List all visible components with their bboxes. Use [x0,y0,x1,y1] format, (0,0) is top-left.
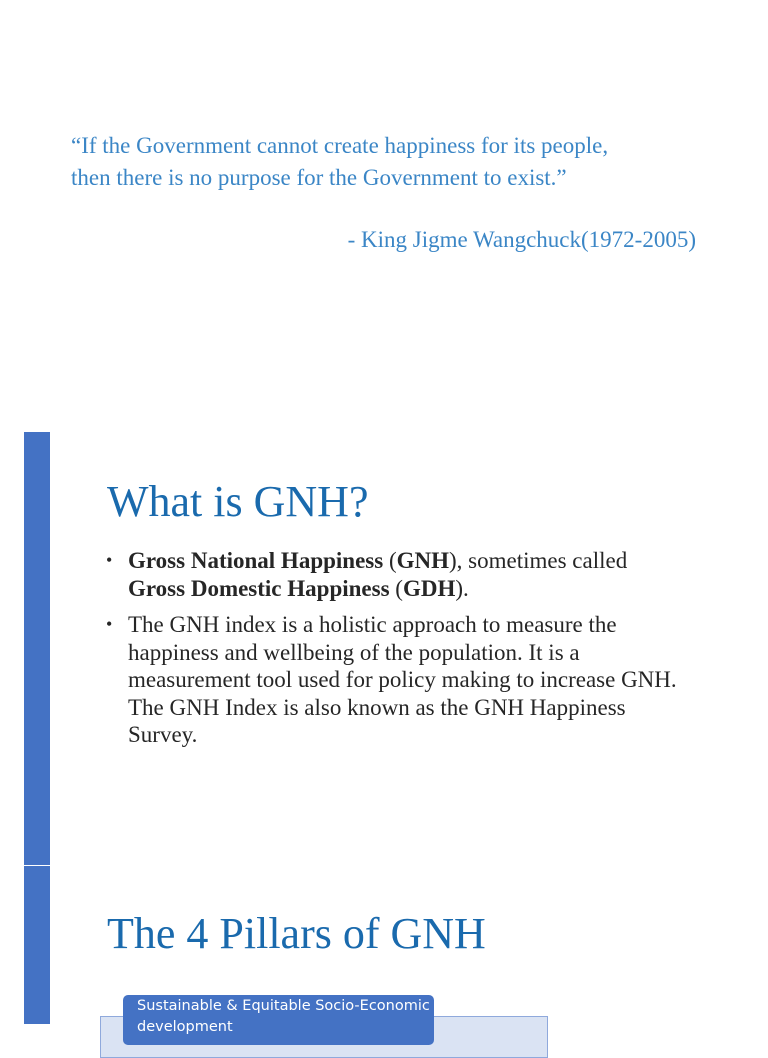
text-fragment: ), sometimes called [449,548,628,573]
pillar-label-economic: Sustainable & Equitable Socio-Economic development [123,995,434,1045]
slide-title: The 4 Pillars of GNH [107,909,486,958]
bullet-icon: • [106,550,113,570]
quote-author: - King Jigme Wangchuck(1972-2005) [347,227,696,252]
accent-bar [24,432,50,865]
text-fragment: ( [389,575,403,601]
bullet-item-definition [104,547,684,602]
text-fragment: ( [383,548,397,573]
quote-line-2: then there is no purpose for the Government to exist.” [71,165,567,190]
text-fragment: ). [455,575,469,601]
bullet-text: The GNH index is a holistic approach to measure the happiness and wellbeing of the population. It is a measurement tool used for policy making to increase GNH. The GNH Index is also known as the GNH Happiness Survey. [128,612,677,747]
term-gdh-full: Gross Domestic Happiness [128,575,390,601]
quote-line-1: “If the Government cannot create happiness for its people, [71,133,609,158]
bullet-icon: • [106,614,113,634]
quote-text [71,130,731,194]
term-gdh: GDH [402,575,456,601]
slide-title: What is GNH? [107,477,369,526]
term-gnh-full: Gross National Happiness [128,548,384,573]
term-gnh: GNH [396,548,450,573]
pillars-slide [0,866,768,1035]
accent-bar [24,866,50,1024]
what-is-gnh-slide [0,432,768,865]
bullet-item-index [104,611,684,749]
quote-slide [0,0,768,432]
bullet-list [104,547,684,758]
